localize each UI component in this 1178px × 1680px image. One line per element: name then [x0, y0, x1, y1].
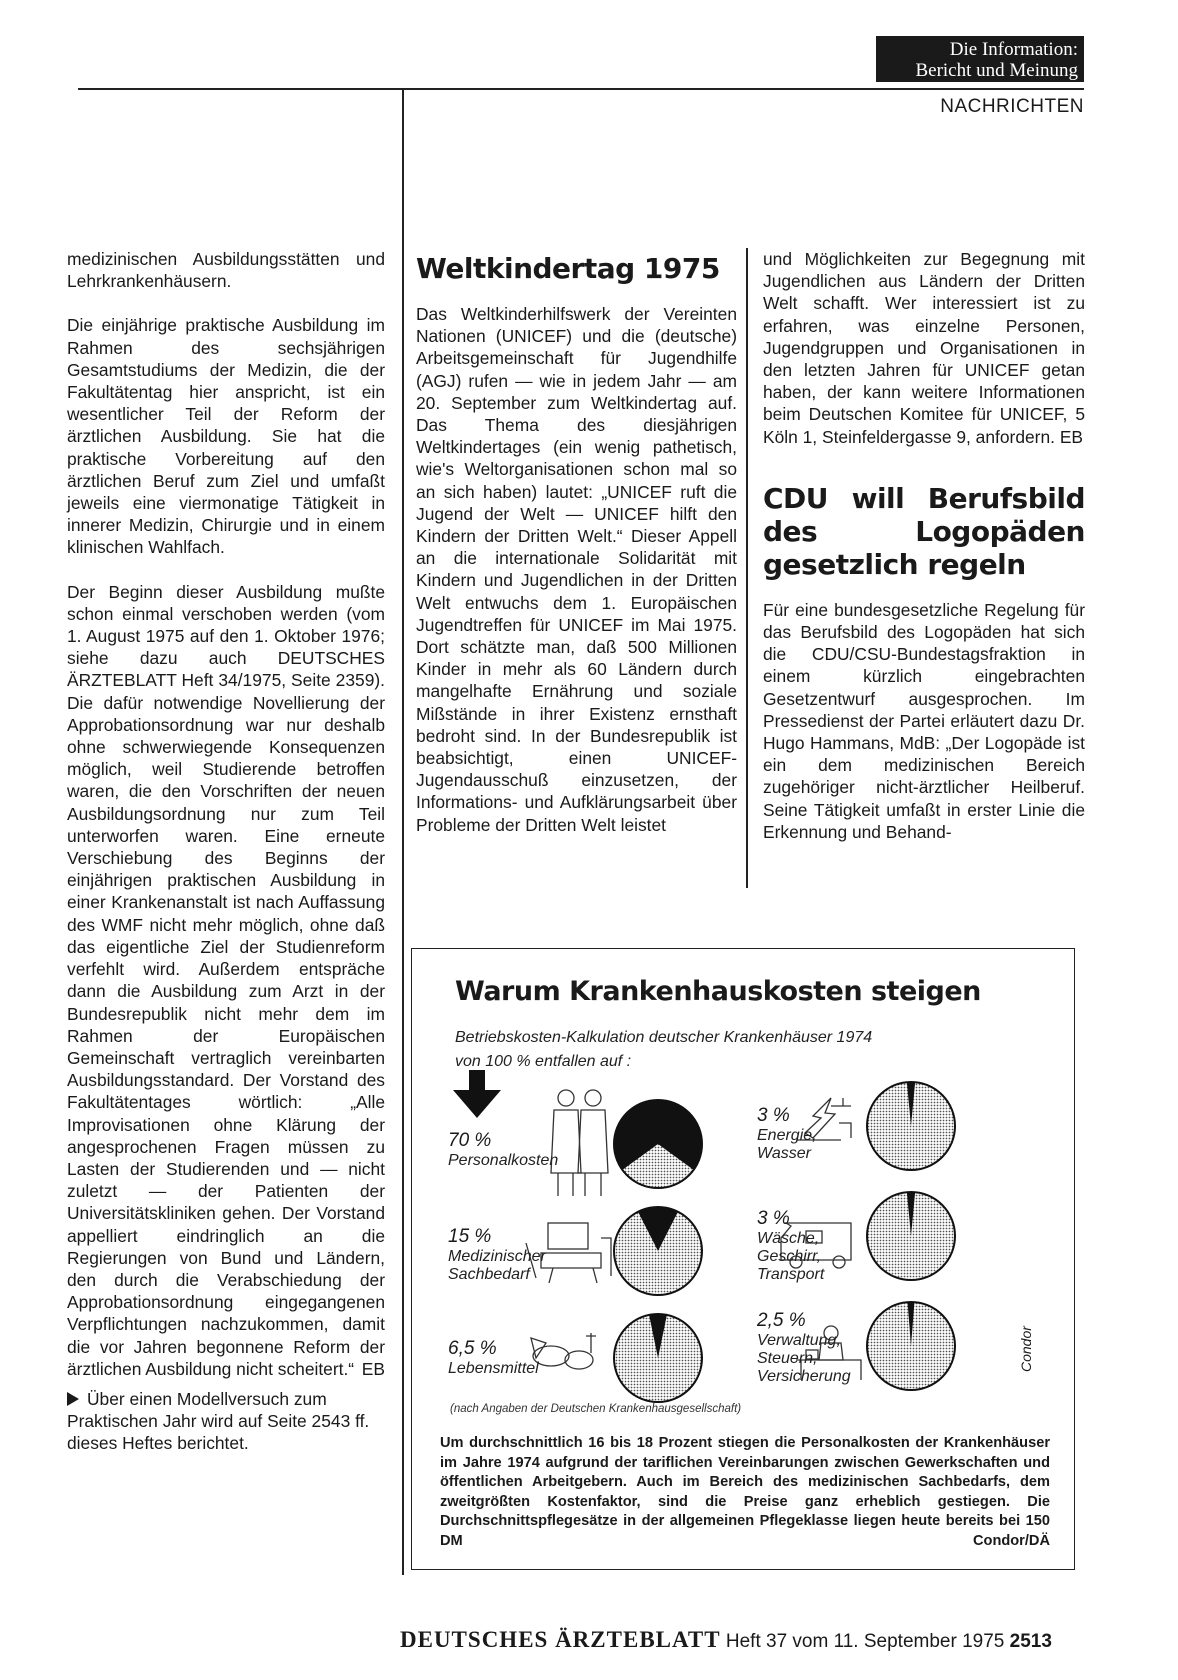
category-label: Geschirr, [757, 1248, 822, 1265]
pie-2 [614, 1314, 702, 1402]
header-badge-line2: Bericht und Meinung [915, 60, 1078, 81]
category-energie [757, 1105, 817, 1163]
triangle-bullet-icon [67, 1392, 79, 1406]
category-percent: 6,5 % [448, 1338, 497, 1359]
figure-caption-text: Um durchschnittlich 16 bis 18 Prozent stiegen die Personalkosten der Krankenhäuser im Jahre 1974 aufgrund der tariflichen Vereinbarungen zwischen Gewerkschaften und öffentlichen Arbeitgebern. Auch im Bereich des medizinischen Sachbedarfs, dem zweitgrößten Kostenfaktor, sind die Preise ganz erheblich gestiegen. Die Durchschnittspflegesätze in der allgemeinen Pflegeklasse liegen heute bereits bei 150 DM [440, 1435, 1050, 1549]
page-number: 2513 [1009, 1631, 1052, 1652]
arrow-down-icon [453, 1070, 501, 1118]
header-badge-line1: Die Information: [949, 39, 1078, 60]
paragraph: medizinischen Ausbildungsstätten und Lehrkrankenhäusern. [67, 249, 385, 292]
section-label: NACHRICHTEN [940, 96, 1084, 117]
figure-caption-credit: Condor/DÄ [972, 1532, 1050, 1549]
category-label: Wäsche, [757, 1230, 820, 1247]
figure-title: Warum Krankenhauskosten steigen [455, 976, 981, 1007]
paragraph [763, 248, 1085, 448]
paragraph [67, 581, 385, 1380]
pie-3 [867, 1082, 955, 1170]
category-label: Steuern, [757, 1350, 818, 1367]
category-percent: 2,5 % [757, 1310, 806, 1331]
category-label: Transport [757, 1266, 825, 1283]
paragraph: Für eine bundesgesetzliche Regelung für das Berufsbild des Logopäden hat sich die CDU/CSU-Bundestagsfraktion in einem kürzlich eingebrachten Gesetzentwurf ausgesprochen. Im Pressedienst der Partei erläutert dazu Dr. Hugo Hammans, MdB: „Der Logopäde ist ein dem medizinischen Bereich zugehöriger nicht-ärztlicher Heilberuf. Seine Tätigkeit umfaßt in erster Linie die Erkennung und Behand- [763, 599, 1085, 842]
pie-5 [867, 1302, 955, 1390]
category-personalkosten [448, 1130, 558, 1170]
paragraph: Die einjährige praktische Ausbildung im Rahmen des sechsjährigen Gesamtstudiums der Medizin, die der Fakultätentag hier anspricht, ist ein wesentlicher Teil der Reform der ärztlichen Ausbildung. Sie hat die praktische Vorbereitung auf den ärztlichen Beruf zum Ziel und umfaßt jeweils eine viermonatige Tätigkeit in innerer Medizin, Chirurgie und in einem klinischen Wahlfach. [67, 315, 385, 558]
category-lebensmittel [448, 1338, 539, 1378]
figure-source: (nach Angaben der Deutschen Krankenhausgesellschaft) [450, 1403, 742, 1415]
category-label: Verwaltung, [757, 1332, 841, 1349]
headline: CDU will Berufsbild des Logopäden gesetzlich regeln [763, 481, 1085, 581]
figure-subtitle-line2: von 100 % entfallen auf : [455, 1053, 632, 1070]
category-label: Personalkosten [448, 1152, 559, 1169]
category-label: Versicherung [757, 1368, 851, 1385]
category-percent: 3 % [757, 1208, 790, 1229]
page-footer [400, 1627, 1085, 1653]
header-badge [876, 36, 1084, 82]
article-column-3 [763, 248, 1085, 865]
masthead: DEUTSCHES ÄRZTEBLATT [400, 1627, 721, 1652]
paragraph: Das Weltkinderhilfswerk der Vereinten Nationen (UNICEF) und die (deutsche) Arbeitsgemeinschaft für Jugendhilfe (AGJ) rufen — wie in jedem Jahr — am 20. September zum Weltkindertag auf. Das Thema des diesjährigen Weltkindertages (ein wenig pathetisch, wie's Weltorganisationen schon mal so an sich haben) lautet: „UNICEF ruft die Jugend der Welt — UNICEF hilft den Kindern der Dritten Welt.“ Dieser Appell an die internationale Solidarität mit Kindern und Jugendlichen in der Dritten Welt entwuchs dem 1. Europäischen Jugendtreffen für UNICEF im Mai 1975. Dort schätzte man, daß 500 Millionen Kinder in mehr als 60 Ländern durch mangelhafte Ernährung und soziale Mißstände in ihrer Existenz ernsthaft bedroht sind. In der Bundesrepublik ist beabsichtigt, einen UNICEF-Jugendausschuß einzusetzen, der Informations- und Aufklärungsarbeit über Probleme der Dritten Welt leistet [416, 304, 737, 835]
headline: Weltkindertag 1975 [416, 252, 720, 285]
category-label: Sachbedarf [448, 1266, 530, 1283]
staff-illustration-icon [551, 1090, 608, 1196]
issue-info: Heft 37 vom 11. September 1975 [725, 1631, 1005, 1652]
pie-4 [867, 1192, 955, 1280]
cross-reference-text: Über einen Modellversuch zum Praktischen Jahr wird auf Seite 2543 ff. dieses Heftes berichtet. [67, 1388, 370, 1454]
category-label: Wasser [757, 1145, 811, 1162]
category-label: Medizinischer [448, 1248, 546, 1265]
category-sachbedarf [448, 1226, 546, 1284]
cross-reference [67, 1388, 385, 1455]
column-divider [402, 90, 404, 1575]
paragraph-text: und Möglichkeiten zur Begegnung mit Jugendlichen aus Ländern der Dritten Welt schafft. Wer interessiert ist zu erfahren, was einzelne Personen, Jugendgruppen und Organisationen in den letzten Jahren für UNICEF getan haben, der kann weitere Informationen beim Deutschen Komitee für UNICEF, 5 Köln 1, Steinfeldergasse 9, anfordern. [763, 249, 1085, 447]
author-sign: EB [1059, 426, 1084, 447]
category-label: Lebensmittel [448, 1360, 539, 1377]
author-sign: EB [361, 1358, 385, 1379]
category-percent: 3 % [757, 1105, 790, 1126]
article-column-1 [67, 248, 385, 1477]
header-rule [78, 88, 1084, 90]
article-column-2 [416, 248, 737, 858]
category-waesche [757, 1208, 824, 1284]
category-percent: 70 % [448, 1130, 492, 1151]
category-percent: 15 % [448, 1226, 492, 1247]
figure-credit: Condor [1018, 1326, 1034, 1372]
column-divider [746, 248, 748, 888]
pie-0 [614, 1100, 702, 1188]
figure-caption [440, 1434, 1050, 1552]
category-label: Energie, [757, 1127, 817, 1144]
figure-subtitle-line1: Betriebskosten-Kalkulation deutscher Krankenhäuser 1974 [455, 1029, 873, 1046]
food-illustration-icon [531, 1333, 596, 1369]
pie-1 [614, 1207, 702, 1295]
category-verwaltung [757, 1310, 851, 1386]
paragraph-text: Der Beginn dieser Ausbildung mußte schon einmal verschoben werden (vom 1. August 1975 auf den 1. Oktober 1976; siehe dazu auch DEUTSCHES ÄRZTEBLATT Heft 34/1975, Seite 2359). Die dafür notwendige Novellierung der Approbationsordnung war nur deshalb ohne schwerwiegende Konsequenzen möglich, weil Studierende betroffen waren, die den Vorschriften der neuen Ausbildungsordnung nur zum Teil unterworfen waren. Eine erneute Verschiebung des Beginns der einjährigen praktischen Ausbildung in einer Krankenanstalt ist nach Auffassung des WMF nicht mehr möglich, ohne daß das eigentliche Ziel der Studienreform verfehlt wird. Außerdem entspräche dann die Ausbildung zum Arzt in der Bundesrepublik nicht mehr dem im Rahmen der Europäischen Gemeinschaft vertraglich vereinbarten Ausbildungsstandard. Der Vorstand des Fakultätentages wörtlich: „Alle Improvisationen ohne Klärung der angesprochenen Fragen müssen zu Lasten der Studierenden und — nicht zuletzt — der Patienten der Universitätskliniken gehen. Der Vorstand appelliert eindringlich an die Regierungen von Bund und Ländern, den durch die Verabschiedung der Approbationsordnung eingegangenen Verpflichtungen nachzukommen, damit die vor Jahren begonnene Reform der ärztlichen Ausbildung nicht scheitert.“ [67, 581, 385, 1379]
